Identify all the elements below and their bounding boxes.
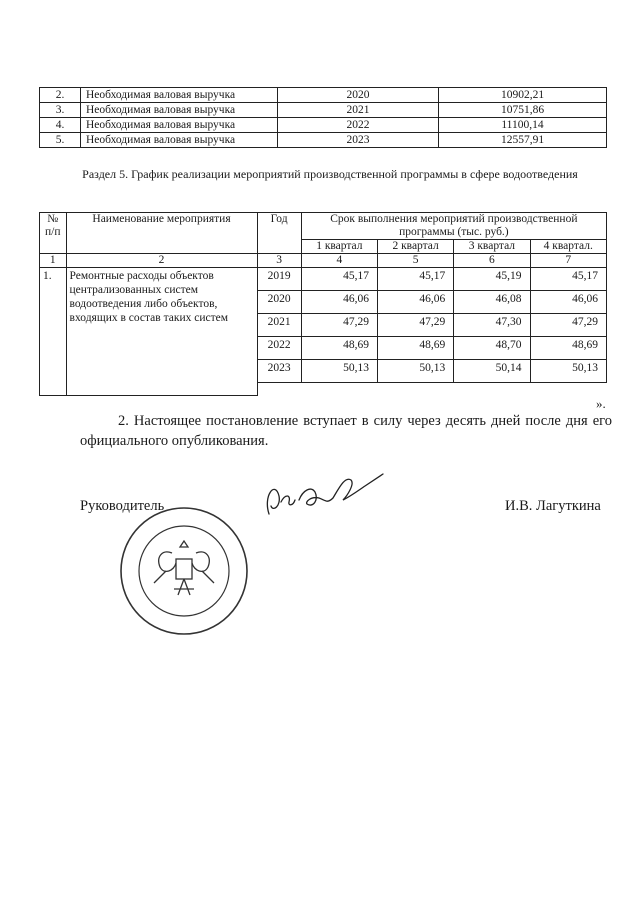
index-cell: 7 — [530, 254, 606, 268]
q2-value: 45,17 — [377, 268, 453, 291]
q4-value: 46,06 — [530, 291, 606, 314]
index-cell: 3 — [257, 254, 301, 268]
row-value: 11100,14 — [439, 118, 607, 133]
row-name: Необходимая валовая выручка — [81, 133, 278, 148]
signatory-role: Руководитель — [80, 498, 165, 514]
resolution-paragraph — [80, 411, 612, 451]
row-year: 2022 — [257, 337, 301, 360]
row-year: 2020 — [257, 291, 301, 314]
table-row — [40, 103, 607, 118]
schedule-table — [39, 212, 607, 396]
index-cell: 4 — [301, 254, 377, 268]
row-year: 2021 — [278, 103, 439, 118]
revenue-table — [39, 87, 607, 148]
row-year: 2020 — [278, 88, 439, 103]
row-number: 3. — [40, 103, 81, 118]
q3-value: 50,14 — [454, 360, 530, 383]
closing-quote: ». — [596, 396, 606, 411]
q2-value: 46,06 — [377, 291, 453, 314]
header-year: Год — [257, 213, 301, 254]
q1-value: 50,13 — [301, 360, 377, 383]
item-name: Ремонтные расходы объектов централизованных систем водоотведения либо объектов, входящих в состав таких систем — [66, 268, 257, 396]
q1-value: 46,06 — [301, 291, 377, 314]
row-value: 12557,91 — [439, 133, 607, 148]
row-value: 10902,21 — [439, 88, 607, 103]
row-number: 2. — [40, 88, 81, 103]
row-value: 10751,86 — [439, 103, 607, 118]
index-cell: 1 — [40, 254, 67, 268]
header-term: Срок выполнения мероприятий производственной программы (тыс. руб.) — [301, 213, 606, 240]
table-row — [40, 268, 607, 291]
header-q4: 4 квартал. — [530, 240, 606, 254]
q3-value: 48,70 — [454, 337, 530, 360]
handwritten-signature — [255, 466, 395, 526]
row-year: 2019 — [257, 268, 301, 291]
row-year: 2023 — [257, 360, 301, 383]
q4-value: 50,13 — [530, 360, 606, 383]
index-cell: 6 — [454, 254, 530, 268]
q4-value: 45,17 — [530, 268, 606, 291]
q4-value: 48,69 — [530, 337, 606, 360]
spacer-cell — [257, 383, 607, 396]
row-year: 2022 — [278, 118, 439, 133]
table-row — [40, 88, 607, 103]
table-row — [40, 133, 607, 148]
official-stamp-seal — [118, 505, 250, 637]
q1-value: 47,29 — [301, 314, 377, 337]
section-title: Раздел 5. График реализации мероприятий производственной программы в сфере водоотведения — [82, 167, 578, 181]
row-name: Необходимая валовая выручка — [81, 103, 278, 118]
header-q3: 3 квартал — [454, 240, 530, 254]
index-row — [40, 254, 607, 268]
q1-value: 48,69 — [301, 337, 377, 360]
header-num: № п/п — [40, 213, 67, 254]
header-name: Наименование мероприятия — [66, 213, 257, 254]
q3-value: 45,19 — [454, 268, 530, 291]
row-year: 2023 — [278, 133, 439, 148]
q3-value: 46,08 — [454, 291, 530, 314]
table-row — [40, 118, 607, 133]
item-number: 1. — [40, 268, 67, 396]
header-q1: 1 квартал — [301, 240, 377, 254]
row-number: 4. — [40, 118, 81, 133]
header-row — [40, 213, 607, 240]
index-cell: 2 — [66, 254, 257, 268]
row-name: Необходимая валовая выручка — [81, 118, 278, 133]
q2-value: 50,13 — [377, 360, 453, 383]
row-year: 2021 — [257, 314, 301, 337]
q2-value: 47,29 — [377, 314, 453, 337]
header-q2: 2 квартал — [377, 240, 453, 254]
q2-value: 48,69 — [377, 337, 453, 360]
row-number: 5. — [40, 133, 81, 148]
q1-value: 45,17 — [301, 268, 377, 291]
paragraph-text: 2. Настоящее постановление вступает в силу через десять дней после дня его официального опубликования. — [80, 413, 612, 449]
row-name: Необходимая валовая выручка — [81, 88, 278, 103]
q3-value: 47,30 — [454, 314, 530, 337]
signatory-name: И.В. Лагуткина — [505, 498, 601, 514]
q4-value: 47,29 — [530, 314, 606, 337]
index-cell: 5 — [377, 254, 453, 268]
